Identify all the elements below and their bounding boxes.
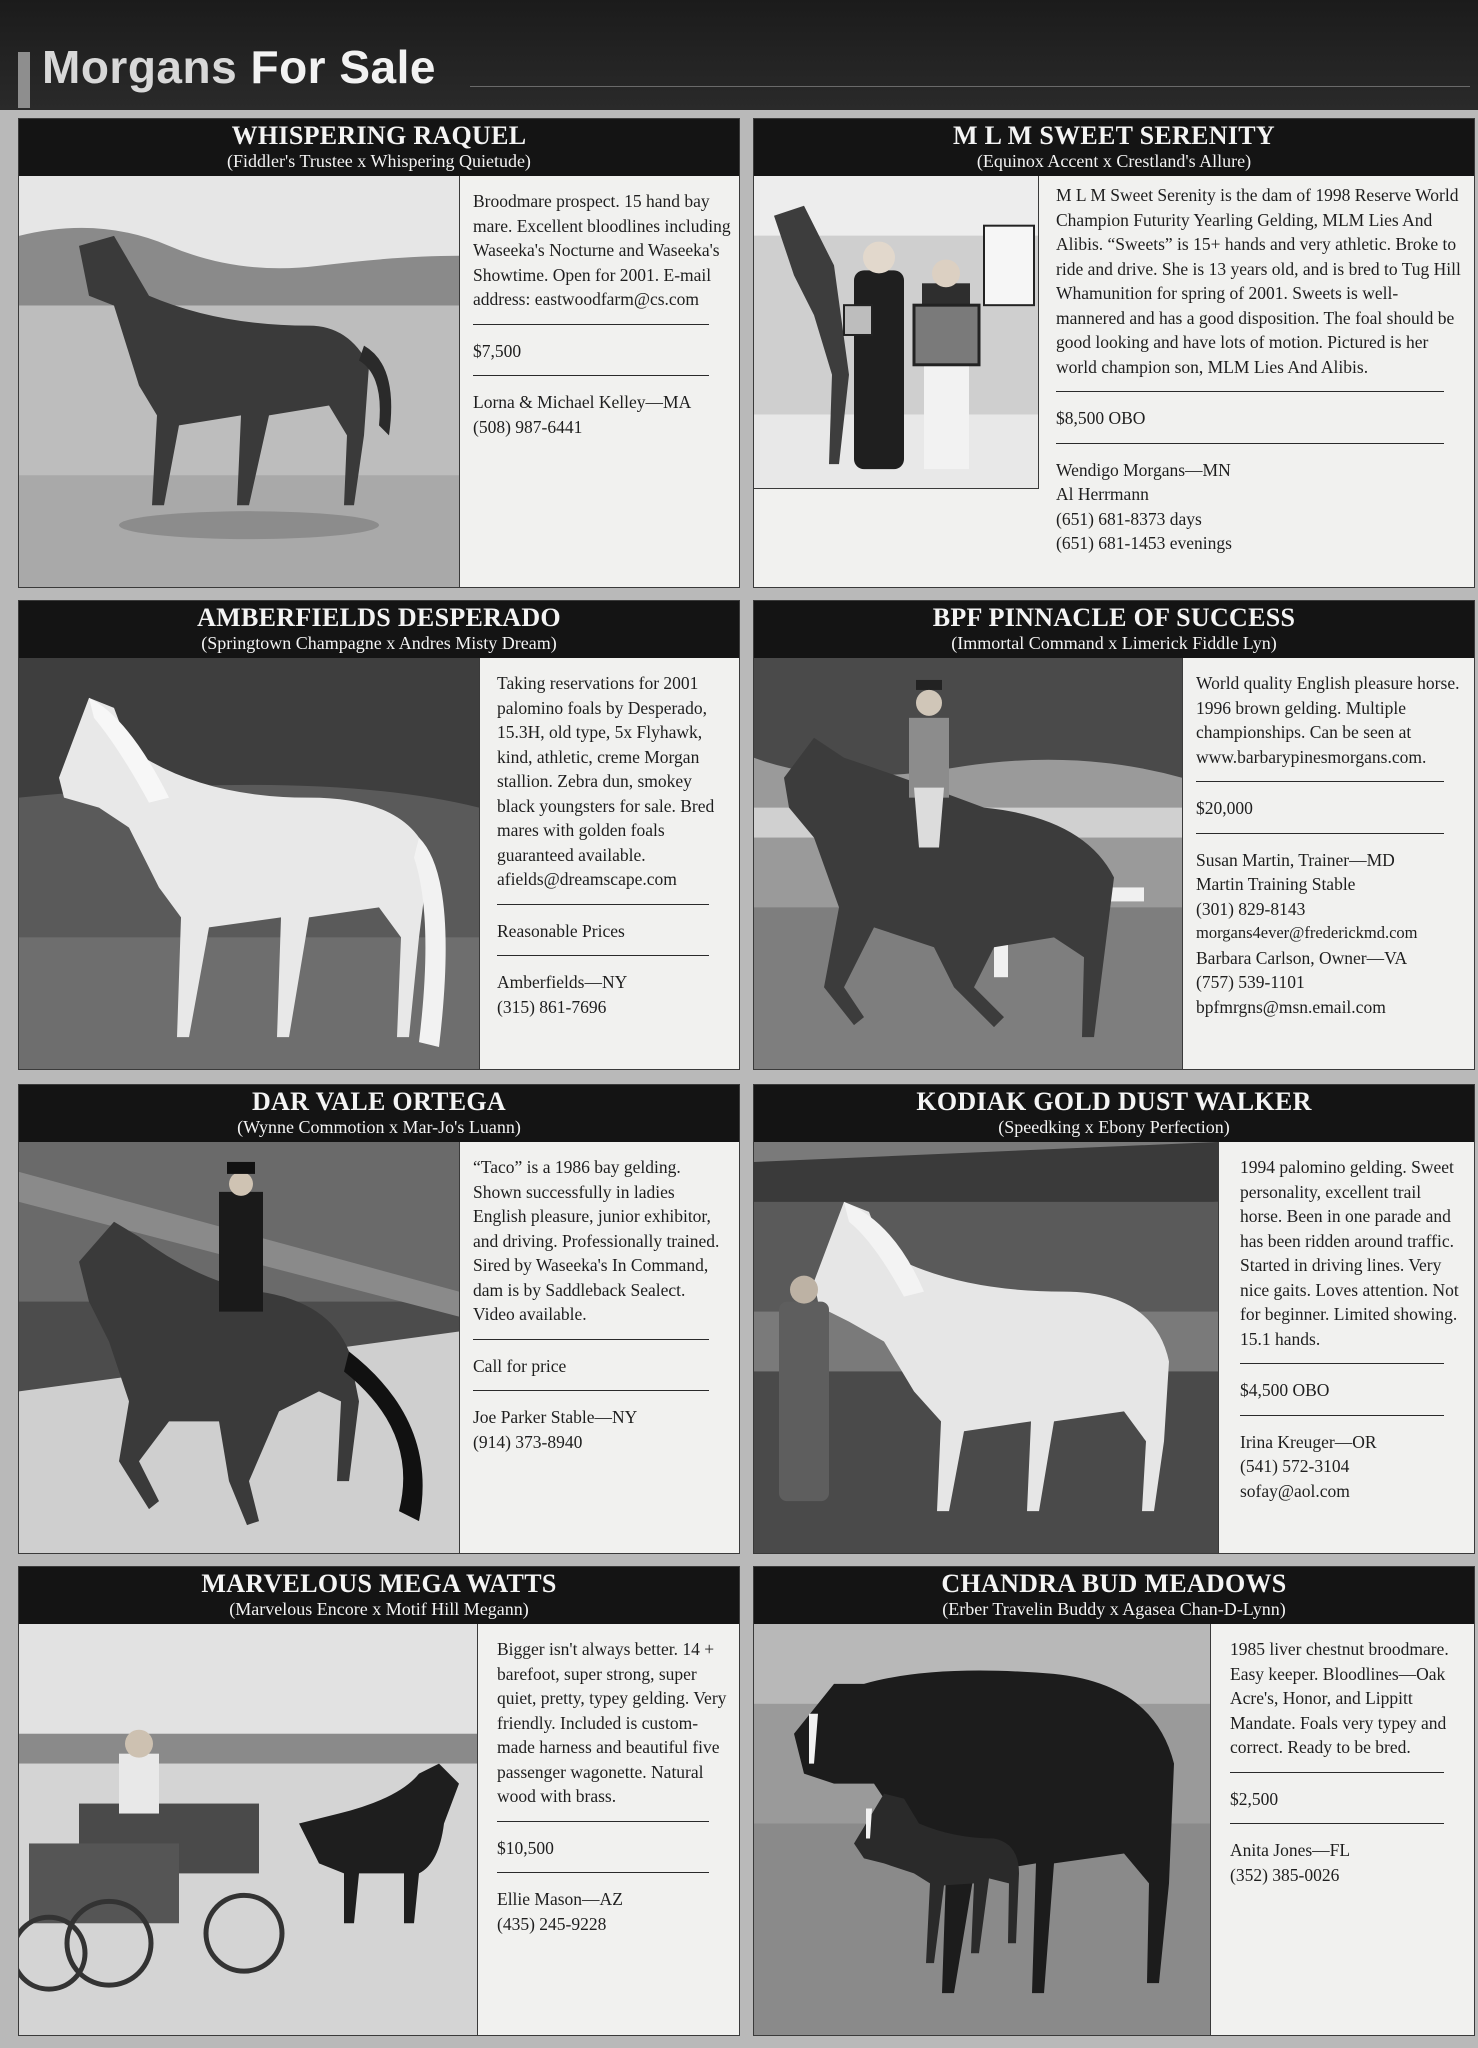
divider [497,1872,709,1873]
divider [1230,1772,1444,1773]
divider [497,955,709,956]
header-accent-bar [18,52,30,108]
ad-text [1056,183,1466,581]
ad-text [1240,1155,1466,1547]
horse-pedigree: (Immortal Command x Limerick Fiddle Lyn) [951,633,1277,653]
horse-pedigree: (Speedking x Ebony Perfection) [998,1117,1230,1137]
ad-description: M L M Sweet Serenity is the dam of 1998 Reserve World Champion Futurity Yearling Gelding, MLM Lies And Alibis. “Sweets” is 15+ hands and very athletic. Broke to ride and drive. She is 13 years old, and is bred to Tug Hill Whamunition for spring of 2001. Sweets is well-mannered and has a good disposition. The foal should be good looking and have lots of motion. Pictured is her world champion son, MLM Lies And Alibis. [1056,185,1461,377]
contact-line: Lorna & Michael Kelley—MA [473,392,692,412]
contact-line: (435) 245-9228 [497,1913,607,1934]
page-title [42,40,436,94]
contact-line: morgans4ever@frederickmd.com [1196,923,1418,942]
contact-line: Joe Parker Stable—NY [473,1407,638,1427]
contact-line: (315) 861-7696 [497,996,607,1017]
ad-kodiak-gold-dust-walker [753,1084,1475,1554]
contact-line: Amberfields—NY [497,972,628,992]
ad-description: World quality English pleasure horse. 1996 brown gelding. Multiple championships. Can be seen at www.barbarypinesmorgans.com. [1196,673,1460,767]
horse-pedigree: (Wynne Commotion x Mar-Jo's Luann) [237,1117,521,1137]
contact-line: Irina Kreuger—OR [1240,1431,1377,1452]
ad-header [754,1567,1474,1624]
ad-amberfields-desperado [18,600,740,1070]
divider [473,324,709,325]
divider [1240,1363,1444,1364]
ad-header [754,601,1474,658]
ad-description: 1985 liver chestnut broodmare. Easy keeper. Bloodlines—Oak Acre's, Honor, and Lippitt Mandate. Foals very typey and correct. Ready to be bred. [1230,1639,1449,1757]
contact-line: (352) 385-0026 [1230,1864,1340,1885]
contact-line: (301) 829-8143 [1196,898,1306,919]
divider [1230,1823,1444,1824]
ad-text [497,671,731,1063]
divider [497,904,709,905]
divider [1196,781,1444,782]
horse-name: KODIAK GOLD DUST WALKER [916,1087,1312,1116]
divider [473,375,709,376]
horse-name: DAR VALE ORTEGA [251,1087,506,1116]
horse-name: MARVELOUS MEGA WATTS [201,1569,557,1598]
ad-description: Broodmare prospect. 15 hand bay mare. Excellent bloodlines including Waseeka's Nocturne and Waseeka's Showtime. Open for 2001. E-mail address: eastwoodfarm@cs.com [473,191,731,309]
ad-price: $4,500 OBO [1240,1380,1330,1400]
horse-photo [754,176,1039,489]
horse-photo [19,1624,478,2035]
horse-photo [19,1142,460,1553]
ad-text [1230,1637,1466,2029]
ad-price: $8,500 OBO [1056,408,1146,428]
divider [1056,391,1444,392]
contact-line: bpfmrgns@msn.email.com [1196,996,1386,1017]
contact-line: Anita Jones—FL [1230,1840,1351,1860]
ad-chandra-bud-meadows [753,1566,1475,2036]
ad-description: Taking reservations for 2001 palomino foals by Desperado, 15.3H, old type, 5x Flyhawk, kind, athletic, creme Morgan stallion. Zebra dun, smokey black youngsters for sale. Bred mares with golden foals guaranteed available. afields@dreamscape.com [497,673,715,889]
horse-pedigree: (Erber Travelin Buddy x Agasea Chan-D-Lynn) [942,1599,1286,1619]
ad-description: 1994 palomino gelding. Sweet personality, excellent trail horse. Been in one parade and has been ridden around traffic. Started in driving lines. Very nice gaits. Loves attention. Not for beginner. Limited showing. 15.1 hands. [1240,1157,1459,1349]
contact-line: Barbara Carlson, Owner—VA [1196,947,1408,968]
contact-line: (914) 373-8940 [473,1431,583,1452]
contact-line: (651) 681-1453 evenings [1056,533,1232,553]
horse-name: WHISPERING RAQUEL [231,121,527,150]
horse-pedigree: (Fiddler's Trustee x Whispering Quietude) [227,151,531,171]
divider [1196,833,1444,834]
contact-line: Susan Martin, Trainer—MD [1196,849,1395,870]
contact-line: Martin Training Stable [1196,874,1356,894]
contact-line: Ellie Mason—AZ [497,1889,623,1909]
horse-name: BPF PINNACLE OF SUCCESS [932,603,1296,632]
contact-line: Wendigo Morgans—MN [1056,459,1231,480]
ad-bpf-pinnacle-of-success [753,600,1475,1070]
ad-price: $7,500 [473,340,522,361]
ad-text [473,189,731,581]
contact-line: (651) 681-8373 days [1056,508,1202,529]
contact-line: Al Herrmann [1056,484,1149,504]
divider [1240,1415,1444,1416]
horse-photo [754,1142,1219,1553]
divider [473,1390,709,1391]
header-rule [470,86,1470,87]
divider [473,1339,709,1340]
ad-header [19,1085,739,1142]
contact-line: (541) 572-3104 [1240,1456,1350,1476]
ad-header [19,601,739,658]
horse-photo [754,658,1183,1069]
ad-price: Reasonable Prices [497,920,625,941]
divider [1056,443,1444,444]
ad-price: $20,000 [1196,798,1253,818]
horse-pedigree: (Springtown Champagne x Andres Misty Dream) [201,633,557,653]
contact-line: (508) 987-6441 [473,416,583,437]
contact-line: sofay@aol.com [1240,1480,1350,1501]
ad-dar-vale-ortega [18,1084,740,1554]
ad-header [19,119,739,176]
page-title-word2: For Sale [250,41,436,93]
ad-text [1196,671,1466,1063]
horse-name: M L M SWEET SERENITY [953,121,1275,150]
horse-pedigree: (Equinox Accent x Crestland's Allure) [976,151,1252,171]
page-header [0,0,1478,110]
ad-marvelous-mega-watts [18,1566,740,2036]
contact-line: (757) 539-1101 [1196,972,1305,992]
ad-text [497,1637,731,2029]
horse-photo [19,176,460,587]
horse-name: AMBERFIELDS DESPERADO [197,603,561,632]
ad-price: $10,500 [497,1837,554,1858]
ad-whispering-raquel [18,118,740,588]
ad-text [473,1155,731,1547]
page-title-word1: Morgans [42,41,238,93]
ad-description: “Taco” is a 1986 bay gelding. Shown successfully in ladies English pleasure, junior exhibitor, and driving. Professionally trained. Sired by Waseeka's In Command, dam is by Saddleback Sealect. Video available. [473,1157,720,1324]
divider [497,1821,709,1822]
ad-description: Bigger isn't always better. 14 + barefoot, super strong, super quiet, pretty, typey gelding. Very friendly. Included is custom- made harness and beautiful five passenger wagonette. Natural wood with brass. [497,1639,727,1806]
ad-header [19,1567,739,1624]
horse-pedigree: (Marvelous Encore x Motif Hill Megann) [229,1599,529,1619]
horse-photo [754,1624,1211,2035]
ad-mlm-sweet-serenity [753,118,1475,588]
horse-photo [19,658,480,1069]
ad-header [754,119,1474,176]
ad-price: $2,500 [1230,1788,1279,1809]
ad-price: Call for price [473,1355,567,1376]
ad-header [754,1085,1474,1142]
horse-name: CHANDRA BUD MEADOWS [941,1569,1287,1598]
